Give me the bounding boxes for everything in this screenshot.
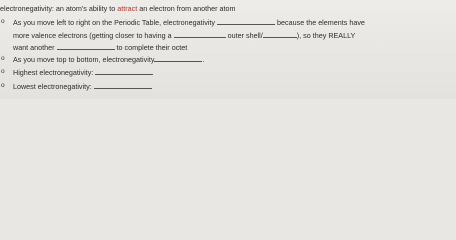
bullet-1-text-c: more valence electrons (getting closer to having a [13, 31, 174, 40]
blank-another-particle[interactable] [57, 42, 115, 50]
bullet-1-line-2 [13, 30, 355, 40]
bullet-4-text: Lowest electronegativity: [13, 82, 92, 91]
definition-highlight: attract [117, 4, 138, 13]
bullet-1-text-a: As you move left to right on the Periodic Table, electronegativity [13, 18, 218, 27]
bullet-1-text-e: ), so they REALLY [296, 31, 356, 40]
definition-line [0, 4, 236, 13]
bullet-2-line [13, 54, 204, 64]
blank-shell-name[interactable] [263, 30, 297, 38]
bullet-3-marker: o [1, 68, 5, 75]
bullet-1-text-d: outer shell/ [225, 31, 263, 40]
bullet-2-end: . [202, 55, 205, 64]
bullet-1-text-g: to complete their octet [114, 43, 188, 52]
bullet-2-marker: o [1, 55, 5, 62]
bullet-4-line [13, 81, 152, 91]
blank-trend-left-right[interactable] [217, 17, 275, 25]
bullet-1-marker: o [1, 18, 5, 25]
definition-prefix: electronegativity: an atom's ability to [0, 4, 118, 13]
bullet-1-line-1 [13, 17, 365, 27]
bullet-3-text: Highest electronegativity: [13, 68, 94, 77]
worksheet-page [0, 0, 456, 99]
bullet-2-text: As you move top to bottom, electronegativity [13, 55, 155, 64]
bullet-3-line [13, 67, 153, 77]
bullet-4-marker: o [1, 82, 5, 89]
blank-trend-top-bottom[interactable] [154, 54, 205, 64]
blank-full-outer-shell[interactable] [174, 30, 226, 38]
definition-suffix: an electron from another atom [137, 4, 236, 13]
bullet-1-text-b: because the elements have [275, 18, 365, 27]
blank-highest-electronegativity[interactable] [95, 67, 153, 75]
bullet-1-line-3 [13, 42, 187, 52]
blank-lowest-electronegativity[interactable] [94, 81, 152, 89]
bullet-1-text-f: want another [13, 43, 57, 52]
